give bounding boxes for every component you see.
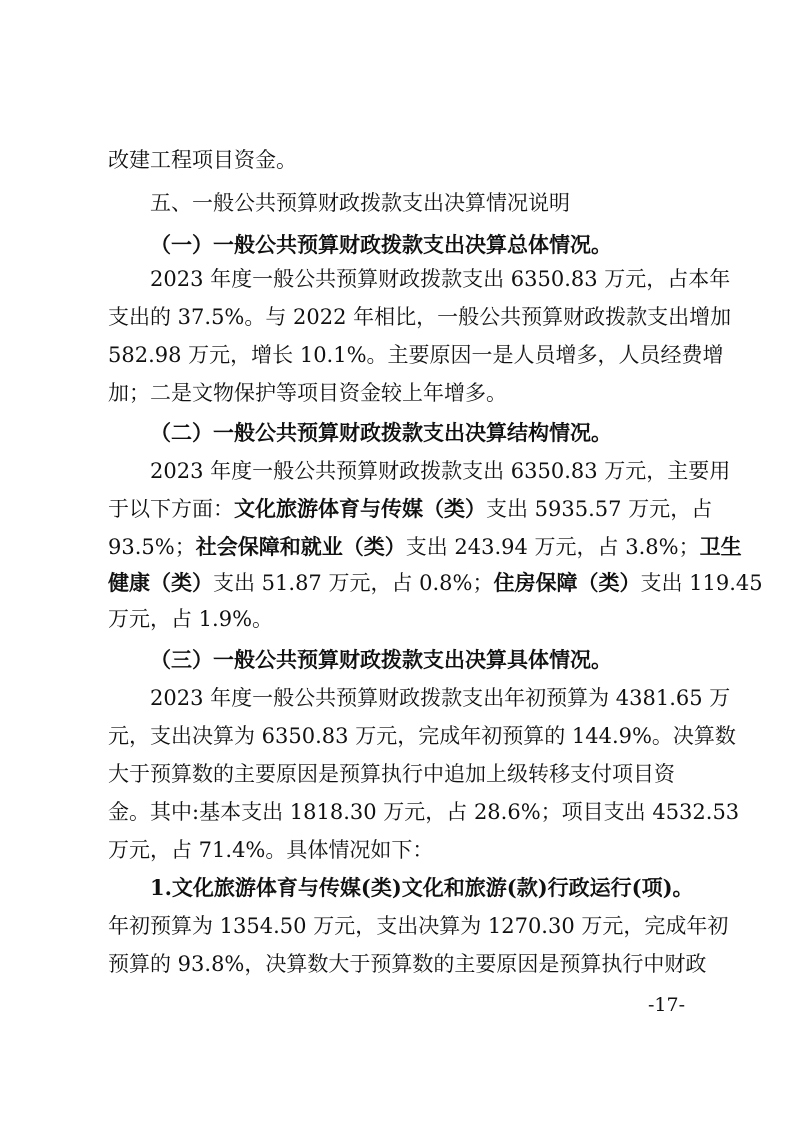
section-heading-5 xyxy=(150,188,570,218)
paragraph-line-18 xyxy=(108,797,739,827)
bold-text-segment: （二）一般公共预算财政拨款支出决算结构情况。 xyxy=(150,420,612,445)
paragraph-line-1 xyxy=(108,145,297,175)
text-segment: 万元，占 71.4%。具体情况如下： xyxy=(108,838,434,862)
bold-text-segment: 1.文化旅游体育与传媒(类)文化和旅游(款)行政运行(项)。 xyxy=(150,875,694,900)
bold-text-segment: 健康（类） xyxy=(108,570,213,595)
bold-text-segment: （一）一般公共预算财政拨款支出决算总体情况。 xyxy=(150,232,612,257)
bold-text-segment: 住房保障（类） xyxy=(493,570,641,595)
paragraph-line-15 xyxy=(150,683,730,713)
text-segment: 2023 年度一般公共预算财政拨款支出 6350.83 万元，占本年 xyxy=(150,267,731,291)
paragraph-line-19 xyxy=(108,835,433,865)
paragraph-line-7 xyxy=(108,378,507,408)
paragraph-line-11 xyxy=(108,532,742,562)
text-segment: 五、一般公共预算财政拨款支出决算情况说明 xyxy=(150,191,570,215)
paragraph-line-12 xyxy=(108,568,763,598)
text-segment: 2023 年度一般公共预算财政拨款支出年初预算为 4381.65 万 xyxy=(150,686,731,710)
text-segment: 大于预算数的主要原因是预算执行中追加上级转移支付项目资 xyxy=(108,762,675,786)
subheading-1 xyxy=(150,230,612,260)
bold-text-segment: 卫生 xyxy=(699,534,742,559)
subheading-2 xyxy=(150,418,612,448)
paragraph-line-5 xyxy=(108,302,731,332)
paragraph-line-6 xyxy=(108,340,724,370)
text-segment: 582.98 万元，增长 10.1%。主要原因一是人员增多，人员经费增 xyxy=(108,343,724,367)
paragraph-line-10 xyxy=(108,494,712,524)
text-segment: 93.5%； xyxy=(108,535,196,559)
paragraph-line-13 xyxy=(108,604,273,634)
bold-text-segment: 社会保障和就业（类） xyxy=(195,534,406,559)
page-number: -17- xyxy=(648,994,686,1016)
bold-text-segment: 文化旅游体育与传媒（类） xyxy=(234,496,486,521)
text-segment: 加；二是文物保护等项目资金较上年增多。 xyxy=(108,381,507,405)
paragraph-line-17 xyxy=(108,759,675,789)
text-segment: 万元，占 1.9%。 xyxy=(108,607,274,631)
paragraph-line-22 xyxy=(108,949,706,979)
text-segment: 2023 年度一般公共预算财政拨款支出 6350.83 万元，主要用 xyxy=(150,459,731,483)
subheading-3 xyxy=(150,645,612,675)
text-segment: 支出 243.94 万元，占 3.8%； xyxy=(405,535,700,559)
paragraph-line-16 xyxy=(108,721,736,751)
paragraph-line-9 xyxy=(150,456,730,486)
paragraph-line-4 xyxy=(150,264,730,294)
bold-text-segment: （三）一般公共预算财政拨款支出决算具体情况。 xyxy=(150,647,612,672)
text-segment: 支出 119.45 xyxy=(640,571,763,595)
text-segment: 金。其中:基本支出 1818.30 万元，占 28.6%；项目支出 4532.53 xyxy=(108,800,740,824)
text-segment: 年初预算为 1354.50 万元，支出决算为 1270.30 万元，完成年初 xyxy=(108,914,729,938)
text-segment: 支出 51.87 万元，占 0.8%； xyxy=(213,571,494,595)
text-segment: 支出 5935.57 万元，占 xyxy=(486,497,713,521)
paragraph-line-21 xyxy=(108,911,728,941)
text-segment: 预算的 93.8%，决算数大于预算数的主要原因是预算执行中财政 xyxy=(108,952,707,976)
text-segment: 支出的 37.5%。与 2022 年相比，一般公共预算财政拨款支出增加 xyxy=(108,305,732,329)
text-segment: 改建工程项目资金。 xyxy=(108,148,297,172)
text-segment: 元，支出决算为 6350.83 万元，完成年初预算的 144.9%。决算数 xyxy=(108,724,736,748)
text-segment: 于以下方面： xyxy=(108,497,234,521)
item-heading-1 xyxy=(150,873,694,903)
